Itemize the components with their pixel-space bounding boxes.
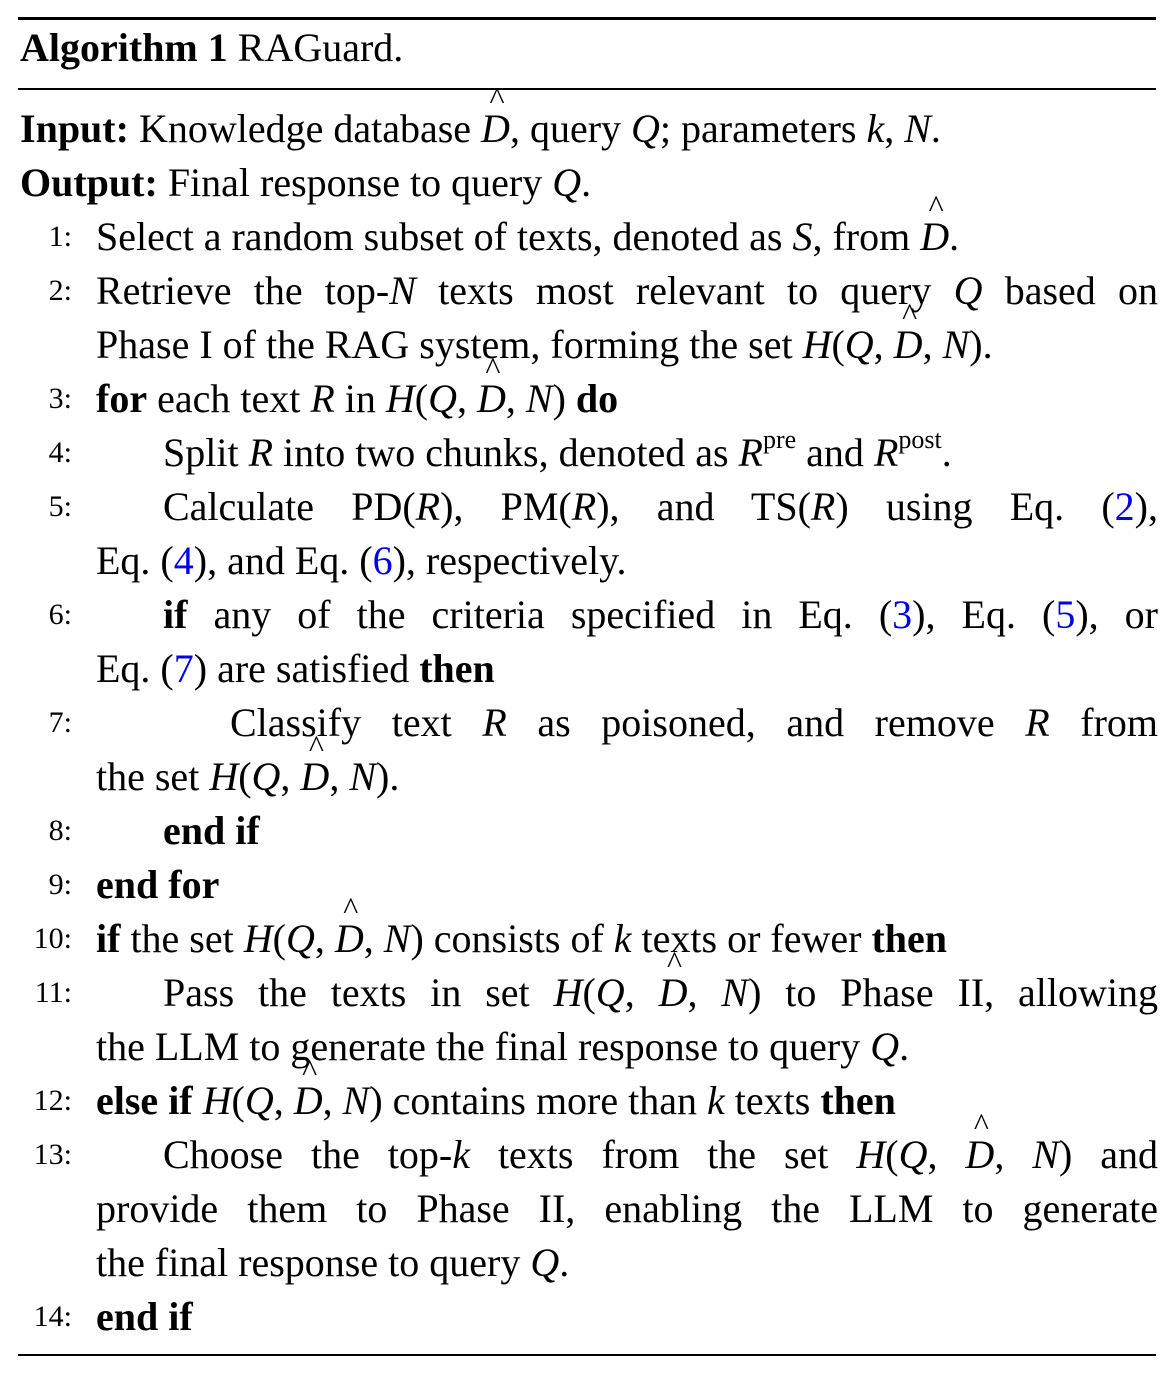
input-text: ,	[884, 106, 895, 151]
step-text: provide them to Phase II, enabling the LLM to generate	[96, 1186, 1158, 1231]
step-7	[0, 696, 1174, 750]
input-line	[20, 102, 941, 156]
step-11-cont	[0, 1020, 1174, 1074]
step-text: if the set H(Q, ^ D, N) consists of k texts or fewer then	[96, 912, 1158, 966]
step-3	[0, 372, 1174, 426]
step-2	[0, 264, 1174, 318]
line-number: 7:	[48, 706, 72, 739]
input-text: , query	[509, 106, 622, 151]
algorithm-caption	[20, 24, 403, 72]
eq-link[interactable]: 7	[173, 646, 194, 691]
step-text: Eq. (4), and Eq. (6), respectively.	[96, 538, 627, 583]
step-text: for each text R in H(Q, ^ D, N) do	[96, 372, 1158, 426]
then-keyword: then	[820, 1078, 896, 1123]
line-number: 10:	[33, 922, 72, 955]
if-keyword: if	[96, 916, 121, 961]
step-text	[163, 804, 1158, 858]
line-number: 8:	[48, 814, 72, 847]
step-5-cont	[0, 534, 1174, 588]
step-7-cont	[0, 750, 1174, 804]
line-number: 9:	[48, 868, 72, 901]
step-13-cont	[0, 1182, 1174, 1236]
step-text: Select a random subset of texts, denoted as S, from ^ D.	[96, 210, 1158, 264]
line-number: 14:	[33, 1300, 72, 1333]
line-number: 1:	[48, 220, 72, 253]
step-text: the set H(Q, ^ D, N).	[96, 750, 1158, 804]
do-keyword: do	[575, 376, 619, 421]
input-text: .	[930, 106, 941, 151]
step-11	[0, 966, 1174, 1020]
step-text: Retrieve the top-N texts most relevant to query Q based on	[96, 268, 1159, 313]
input-keyword: Input:	[20, 106, 129, 151]
step-text: the LLM to generate the final response to query Q.	[96, 1024, 910, 1069]
end-if-keyword: end if	[96, 1294, 193, 1339]
top-rule	[18, 17, 1156, 20]
step-text: Phase I of the RAG system, forming the set H(Q, ^ D, N).	[96, 318, 1158, 372]
eq-link[interactable]: 5	[1055, 592, 1076, 637]
eq-link[interactable]: 6	[372, 538, 393, 583]
step-text: Pass the texts in set H(Q, ^ D, N) to Phase II, allowing	[163, 966, 1158, 1020]
database-symbol: ^ D	[481, 102, 510, 156]
step-6-cont	[0, 642, 1174, 696]
line-number: 5:	[48, 490, 72, 523]
end-for-keyword: end for	[96, 862, 220, 907]
caption-rule	[18, 88, 1156, 90]
step-text: Eq. (7) are satisfied then	[96, 646, 495, 691]
step-1	[0, 210, 1174, 264]
output-text: Final response to query	[167, 160, 543, 205]
if-keyword: if	[163, 592, 188, 637]
then-keyword: then	[871, 916, 948, 961]
step-6	[0, 588, 1174, 642]
step-10	[0, 912, 1174, 966]
step-9	[0, 858, 1174, 912]
step-13	[0, 1128, 1174, 1182]
step-text: the final response to query Q.	[96, 1240, 570, 1285]
eq-link[interactable]: 3	[892, 592, 913, 637]
step-8	[0, 804, 1174, 858]
input-text: Knowledge database	[138, 106, 472, 151]
input-text: ; parameters	[659, 106, 857, 151]
line-number: 13:	[33, 1138, 72, 1171]
line-number: 4:	[48, 436, 72, 469]
line-number: 6:	[48, 598, 72, 631]
algorithm-name: RAGuard.	[237, 25, 404, 70]
n-symbol: N	[904, 106, 931, 151]
query-symbol: Q	[631, 106, 660, 151]
line-number: 12:	[33, 1084, 72, 1117]
step-text	[96, 1290, 1158, 1344]
output-keyword: Output:	[20, 160, 158, 205]
k-symbol: k	[866, 106, 885, 151]
step-4	[0, 426, 1174, 480]
eq-link[interactable]: 2	[1114, 484, 1135, 529]
step-12	[0, 1074, 1174, 1128]
then-keyword: then	[419, 646, 495, 691]
step-5	[0, 480, 1174, 534]
step-text: Calculate PD(R), PM(R), and TS(R) using Eq. (2),	[163, 484, 1158, 529]
output-line	[20, 156, 591, 210]
step-text: Classify text R as poisoned, and remove R from	[230, 700, 1159, 745]
step-text: else if H(Q, ^ D, N) contains more than k texts then	[96, 1074, 1158, 1128]
line-number: 2:	[48, 274, 72, 307]
step-text: Split R into two chunks, denoted as $R^{pre}$ and $R^{post}$.	[163, 424, 952, 475]
step-text: if any of the criteria specified in Eq. (3), Eq. (5), or	[163, 592, 1159, 637]
bottom-rule	[18, 1354, 1156, 1356]
output-text: .	[581, 160, 592, 205]
eq-link[interactable]: 4	[173, 538, 194, 583]
query-symbol: Q	[552, 160, 582, 205]
algorithm-label: Algorithm 1	[20, 25, 228, 70]
end-if-keyword: end if	[163, 808, 260, 853]
line-number: 3:	[48, 382, 72, 415]
step-text	[96, 858, 1158, 912]
else-if-keyword: else if	[96, 1078, 193, 1123]
step-2-cont	[0, 318, 1174, 372]
line-number: 11:	[34, 976, 72, 1009]
step-14	[0, 1290, 1174, 1344]
step-text: Choose the top-k texts from the set H(Q, ^ D, N) and	[163, 1128, 1158, 1182]
step-13-cont-2	[0, 1236, 1174, 1290]
for-keyword: for	[96, 376, 148, 421]
